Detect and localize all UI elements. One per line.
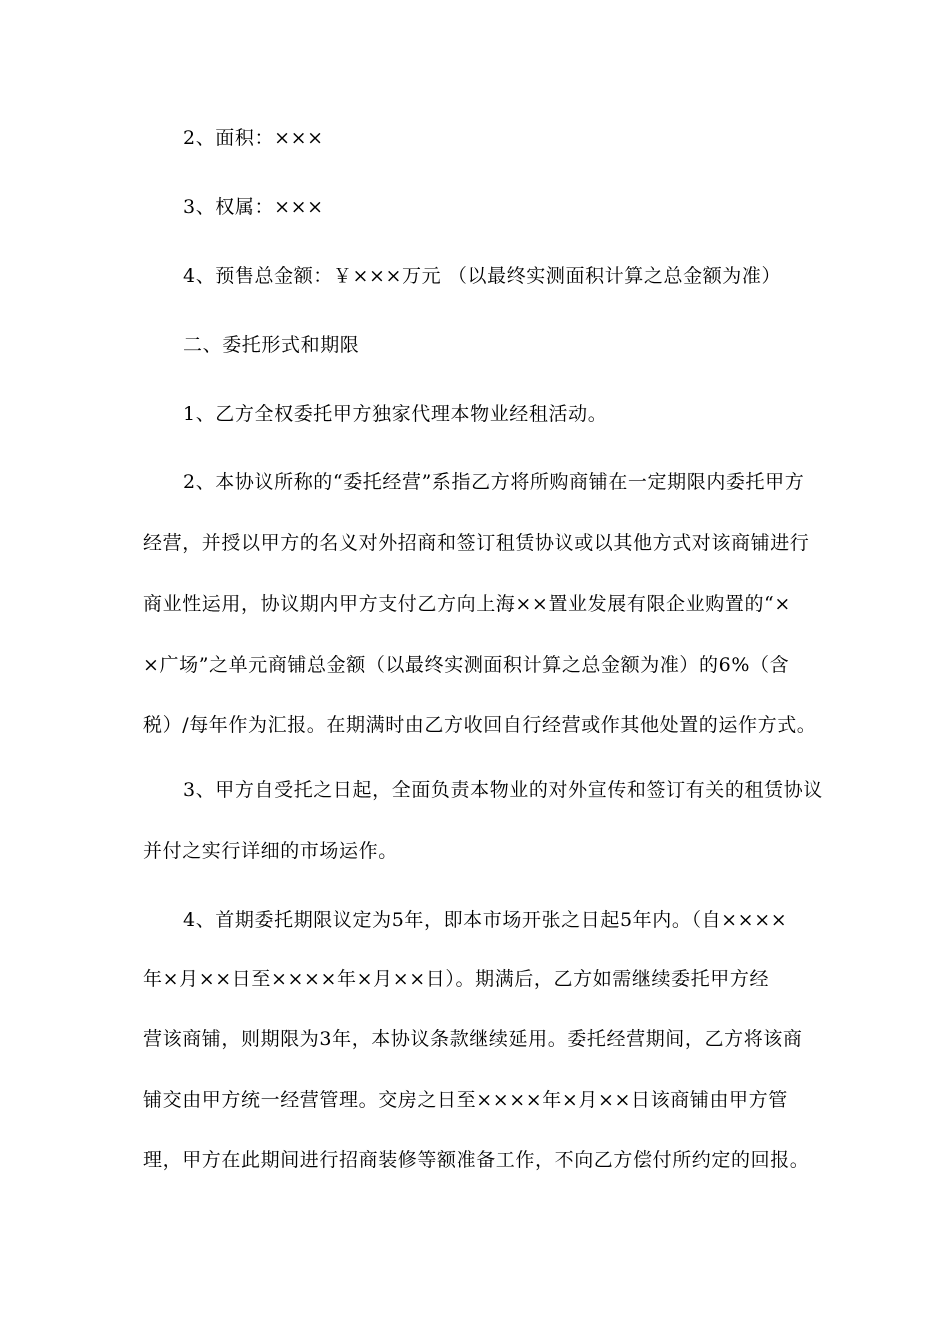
clause-4-line: 营该商铺，则期限为3年，本协议条款继续延用。委托经营期间，乙方将该商	[143, 1028, 803, 1050]
clause-2-line: 商业性运用，协议期内甲方支付乙方向上海××置业发展有限企业购置的“×	[143, 593, 791, 615]
clause-2-line: 2、本协议所称的“委托经营”系指乙方将所购商铺在一定期限内委托甲方	[183, 471, 805, 493]
clause-2-line: ×广场”之单元商铺总金额（以最终实测面积计算之总金额为准）的6%（含	[143, 654, 790, 676]
clause-4-line: 理，甲方在此期间进行招商装修等额准备工作，不向乙方偿付所约定的回报。	[143, 1149, 810, 1171]
clause-4-line: 4、首期委托期限议定为5年，即本市场开张之日起5年内。（自××××	[183, 909, 788, 931]
clause-1: 1、乙方全权委托甲方独家代理本物业经租活动。	[183, 403, 608, 425]
clause-3-line: 3、甲方自受托之日起，全面负责本物业的对外宣传和签订有关的租赁协议	[183, 779, 823, 801]
clause-4-line: 年×月××日至××××年×月××日）。期满后，乙方如需继续委托甲方经	[143, 968, 770, 990]
clause-2-line: 税）/每年作为汇报。在期满时由乙方收回自行经营或作其他处置的运作方式。	[143, 714, 817, 736]
item-area: 2、面积：×××	[183, 127, 324, 149]
clause-4-line: 铺交由甲方统一经营管理。交房之日至××××年×月××日该商铺由甲方管	[143, 1089, 788, 1111]
item-presale-amount: 4、预售总金额：￥×××万元 （以最终实测面积计算之总金额为准）	[183, 265, 782, 287]
section-heading: 二、委托形式和期限	[183, 334, 360, 356]
item-ownership: 3、权属：×××	[183, 196, 324, 218]
clause-3-line: 并付之实行详细的市场运作。	[143, 840, 398, 862]
clause-2-line: 经营，并授以甲方的名义对外招商和签订租赁协议或以其他方式对该商铺进行	[143, 532, 810, 554]
